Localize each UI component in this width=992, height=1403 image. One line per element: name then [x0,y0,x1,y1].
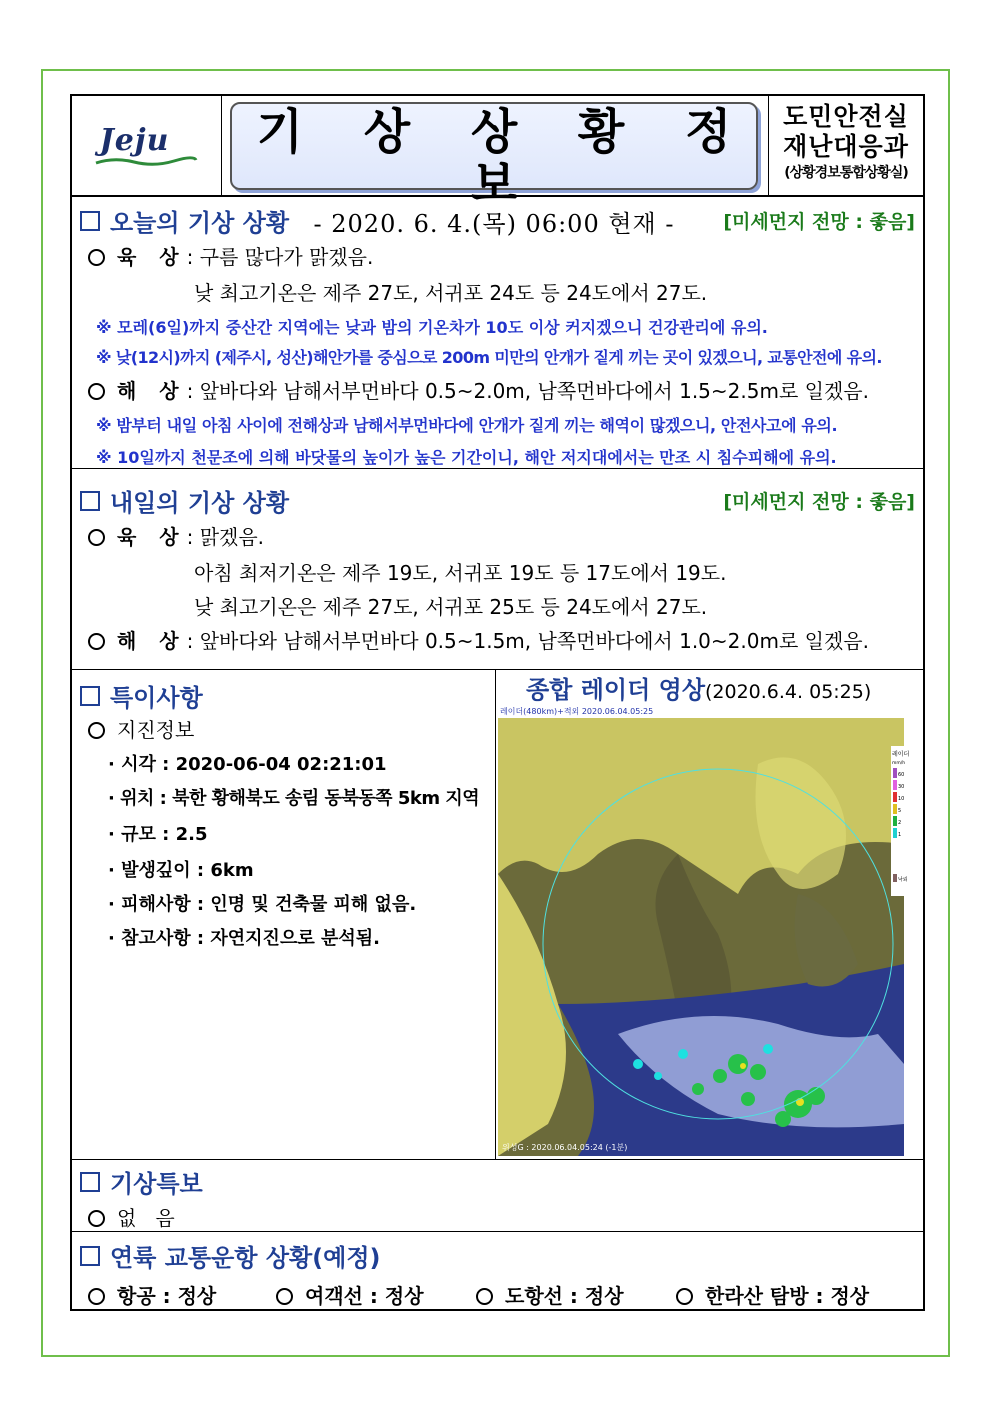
special-left [72,670,496,1159]
legend-value: 10 [898,796,905,802]
today-title: 오늘의 기상 상황 [80,203,289,238]
today-dust: [미세먼지 전망 : 좋음] [723,211,915,233]
checkbox-icon [80,686,100,706]
today-sea: 해 상: 앞바다와 남해서부먼바다 0.5~2.0m, 남쪽먼바다에서 1.5~2.5m로 일겠음. [88,375,869,404]
tomorrow-title: 내일의 기상 상황 [80,483,289,518]
circle-icon [88,249,105,266]
today-section [72,197,923,469]
today-note4: ※ 10일까지 천문조에 의해 바닷물의 높이가 높은 기간이니, 해안 저지대에서는 만조 시 침수피해에 유의. [96,448,837,467]
tomorrow-land-min: 아침 최저기온은 제주 19도, 서귀포 19도 등 17도에서 19도. [194,561,727,585]
legend-title: 레이더 [892,751,910,758]
page-date: - 2020. 6. 4.(목) 06:00 현재 - [313,210,675,238]
warning-section [72,1160,923,1232]
legend-value: 60 [898,772,905,778]
transport-list [88,1280,869,1309]
quake-damage: · 피해사항 : 인명 및 건축물 피해 없음. [108,894,417,915]
circle-icon [476,1288,493,1305]
tomorrow-land: 육 상: 맑겠음. [88,521,264,550]
transport-hallasan: 한라산 탐방 : 정상 [676,1280,869,1309]
dept-line2: 재난대응과 [783,132,909,161]
transport-ferry: 여객선 : 정상 [276,1280,476,1309]
dept-line3: (상황경보통합상황실) [784,165,908,181]
quake-depth: · 발생깊이 : 6km [108,860,254,881]
checkbox-icon [80,211,100,231]
circle-icon [88,383,105,400]
circle-icon [88,1210,105,1227]
radar-caption-top: 레이더(480km)+적외 2020.06.04.05:25 [500,707,654,716]
page-title: 기 상 상 황 정 보 [256,104,754,212]
tomorrow-dust: [미세먼지 전망 : 좋음] [723,491,915,513]
transport-section [72,1232,923,1309]
checkbox-icon [80,1172,100,1192]
quake-remark: · 참고사항 : 자연지진으로 분석됨. [108,928,380,949]
circle-icon [88,529,105,546]
jeju-logo [92,121,202,171]
legend-extra: 낙뢰 [898,877,908,883]
legend-value: 5 [898,808,902,814]
radar-image [498,704,910,1156]
quake-time: · 시각 : 2020-06-04 02:21:01 [108,754,387,775]
transport-title: 연륙 교통운항 상황(예정) [80,1238,381,1273]
tomorrow-sea: 해 상: 앞바다와 남해서부먼바다 0.5~1.5m, 남쪽먼바다에서 1.0~2.0m로 일겠음. [88,625,869,654]
today-land: 육 상: 구름 많다가 맑겠음. [88,241,373,270]
checkbox-icon [80,1246,100,1266]
logo-wave-icon [94,157,198,167]
checkbox-icon [80,491,100,511]
today-note1: ※ 모레(6일)까지 중산간 지역에는 낮과 밤의 기온차가 10도 이상 커지겠으니 건강관리에 유의. [96,318,768,337]
circle-icon [676,1288,693,1305]
today-note2: ※ 낮(12시)까지 (제주시, 성산)해안가를 중심으로 200m 미만의 안개가 짙게 끼는 곳이 있겠으니, 교통안전에 유의. [96,348,882,367]
tomorrow-section [72,469,923,670]
quake-location: · 위치 : 북한 황해북도 송림 동북동쪽 5km 지역 [108,788,480,809]
circle-icon [276,1288,293,1305]
logo-text: Jeju [99,122,170,158]
legend-value: 2 [898,820,902,826]
special-section [72,670,923,1160]
logo-cell [72,96,222,195]
radar-title: 종합 레이더 영상(2020.6.4. 05:25) [526,676,872,704]
quake-title: 지진정보 [88,714,194,743]
transport-island-ferry: 도항선 : 정상 [476,1280,676,1309]
special-title: 특이사항 [80,678,203,713]
today-land-temp: 낮 최고기온은 제주 27도, 서귀포 24도 등 24도에서 27도. [194,281,708,305]
legend-unit: mm/h [892,761,906,766]
legend-value: 1 [898,832,902,838]
warning-title: 기상특보 [80,1164,203,1199]
department [768,96,923,195]
dept-line1: 도민안전실 [783,102,909,131]
special-right [496,670,923,1159]
document [70,94,925,1311]
transport-air: 항공 : 정상 [88,1280,276,1309]
today-note3: ※ 밤부터 내일 아침 사이에 전해상과 남해서부먼바다에 안개가 짙게 끼는 해역이 많겠으니, 안전사고에 유의. [96,416,838,435]
warning-text: 없 음 [88,1202,175,1231]
circle-icon [88,633,105,650]
quake-magnitude: · 규모 : 2.5 [108,824,208,845]
circle-icon [88,1288,105,1305]
title-box [230,102,758,238]
circle-icon [88,722,105,739]
legend-value: 30 [898,784,905,790]
radar-caption-bottom: 위성G : 2020.06.04.05:24 (-1분) [502,1143,628,1152]
tomorrow-land-max: 낮 최고기온은 제주 27도, 서귀포 25도 등 24도에서 27도. [194,595,708,619]
